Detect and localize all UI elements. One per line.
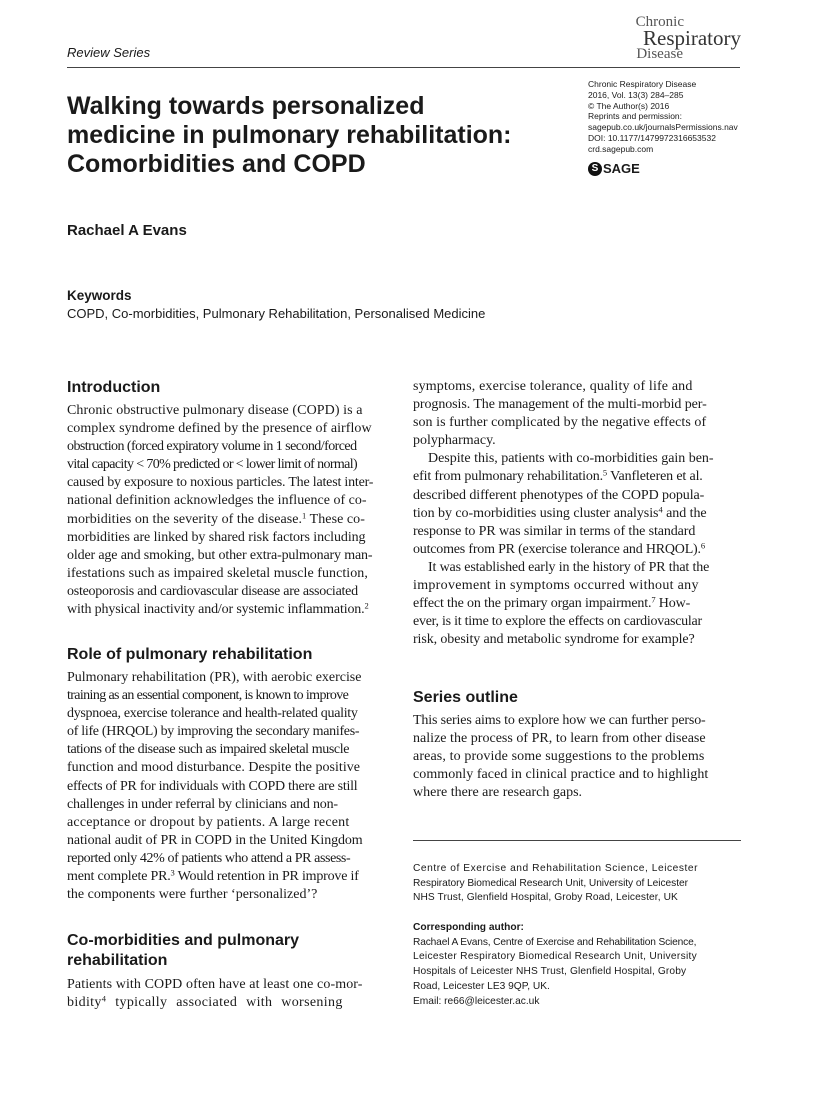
text-line: the components were further ‘personalized’?	[67, 887, 318, 903]
citation-ref[interactable]: 6	[700, 540, 705, 551]
text-segment: How-	[655, 596, 691, 612]
sage-logo-text: SAGE	[603, 161, 640, 176]
series-outline-body	[413, 712, 708, 802]
introduction-body	[67, 402, 373, 619]
text-line: Patients with COPD often have at least one co-mor-	[67, 977, 363, 992]
text-line: symptoms, exercise tolerance, quality of life and	[413, 379, 693, 394]
citation-ref[interactable]: 2	[364, 600, 369, 611]
text-segment: typically associated with worsening	[106, 995, 343, 1011]
affiliation-line: Respiratory Biomedical Research Unit, University of Leicester	[413, 877, 688, 889]
affiliation-line: NHS Trust, Glenfield Hospital, Groby Road, Leicester, UK	[413, 892, 678, 904]
journal-logo-line1: Chronic	[635, 14, 684, 30]
citation-ref[interactable]: 5	[602, 467, 608, 478]
article-title	[67, 92, 537, 179]
text-line: It was established early in the history of PR that the	[428, 559, 710, 575]
text-line: This series aims to explore how we can further perso-	[413, 713, 706, 728]
text-line: dyspnoea, exercise tolerance and health-related quality	[67, 706, 358, 722]
text-line	[413, 595, 714, 613]
text-line: training as an essential component, is known to improve	[67, 688, 349, 704]
text-line: Chronic obstructive pulmonary disease (COPD) is a	[67, 403, 363, 418]
text-line: polypharmacy.	[413, 433, 496, 449]
text-line: of life (HRQOL) by improving the secondary manifes-	[67, 724, 360, 740]
text-line: vital capacity < 70% predicted or < lower limit of normal)	[67, 457, 358, 473]
text-segment: and the	[662, 505, 707, 521]
text-line: risk, obesity and metabolic syndrome for example?	[413, 632, 695, 648]
citation-ref[interactable]: 4	[101, 993, 107, 1004]
text-line: ever, is it time to explore the effects on cardiovascular	[413, 614, 702, 630]
text-line: challenges in under referral by clinicians and non-	[67, 796, 338, 812]
text-segment: morbidities on the severity of the disease.	[67, 511, 303, 527]
publication-info	[588, 79, 788, 155]
text-line: obstruction (forced expiratory volume in 1 second/forced	[67, 439, 357, 455]
text-segment: tion by co-morbidities using cluster analysis	[413, 505, 659, 521]
text-line: caused by exposure to noxious particles. The latest inter-	[67, 475, 374, 491]
corresponding-author-line: Road, Leicester LE3 9QP, UK.	[413, 980, 550, 992]
text-line: effects of PR for individuals with COPD there are still	[67, 778, 358, 794]
affiliation-line: Centre of Exercise and Rehabilitation Science, Leicester	[413, 863, 699, 874]
keywords-list: COPD, Co-morbidities, Pulmonary Rehabilitation, Personalised Medicine	[67, 306, 486, 321]
text-line: improvement in symptoms occurred without any	[413, 578, 699, 594]
sage-logo	[588, 161, 640, 176]
role-body	[67, 669, 363, 904]
text-line: acceptance or dropout by patients. A large recent	[67, 814, 350, 830]
text-line	[67, 601, 373, 619]
title-line: Comorbidities and COPD	[67, 150, 366, 178]
text-line: national definition acknowledges the influence of co-	[67, 493, 367, 509]
text-segment: These co-	[306, 511, 365, 527]
permissions-link[interactable]: sagepub.co.uk/journalsPermissions.nav	[588, 122, 738, 133]
citation-ref[interactable]: 3	[170, 867, 175, 878]
text-segment: Vanfleteren et al.	[607, 469, 703, 485]
section-heading-series-outline: Series outline	[413, 689, 518, 706]
text-line: Despite this, patients with co-morbidities gain ben-	[428, 451, 714, 467]
affiliation-divider	[413, 840, 741, 841]
text-segment: outcomes from PR (exercise tolerance and HRQOL).	[413, 541, 701, 557]
text-line: osteoporosis and cardiovascular disease are associated	[67, 583, 358, 599]
text-line	[413, 468, 714, 486]
citation-ref[interactable]: 7	[651, 594, 656, 605]
text-line	[67, 868, 363, 886]
section-heading-introduction: Introduction	[67, 379, 161, 396]
keywords-heading: Keywords	[67, 288, 132, 303]
text-segment: with physical inactivity and/or systemic inflammation.	[67, 602, 365, 618]
text-line: function and mood disturbance. Despite the positive	[67, 760, 361, 776]
corresponding-author-email[interactable]: Email: re66@leicester.ac.uk	[413, 995, 540, 1007]
journal-name: Chronic Respiratory Disease	[588, 79, 697, 89]
text-line: prognosis. The management of the multi-morbid per-	[413, 397, 707, 413]
section-heading-comorbidities	[67, 931, 299, 971]
text-line: where there are research gaps.	[413, 785, 583, 801]
text-segment: efit from pulmonary rehabilitation.	[413, 469, 603, 485]
text-line: tations of the disease such as impaired skeletal muscle	[67, 742, 350, 758]
text-line: older age and smoking, but other extra-pulmonary man-	[67, 547, 373, 563]
journal-url-link[interactable]: crd.sagepub.com	[588, 143, 654, 154]
journal-logo-line3: Disease	[636, 46, 683, 62]
text-line: Pulmonary rehabilitation (PR), with aerobic exercise	[67, 670, 362, 685]
text-line: son is further complicated by the negative effects of	[413, 415, 707, 431]
corresponding-author-block	[413, 921, 697, 1009]
heading-line: rehabilitation	[67, 952, 168, 969]
journal-logo	[612, 14, 747, 66]
comorbidities-body-continued	[413, 378, 714, 649]
corresponding-author-line: Leicester Respiratory Biomedical Research Unit, University	[413, 951, 698, 963]
text-line: morbidities are linked by shared risk factors including	[67, 529, 366, 545]
title-line: Walking towards personalized	[67, 92, 425, 120]
text-line: reported only 42% of patients who attend a PR assess-	[67, 850, 351, 866]
corresponding-author-line: Hospitals of Leicester NHS Trust, Glenfield Hospital, Groby	[413, 966, 687, 978]
author-name: Rachael A Evans	[67, 222, 187, 239]
series-label: Review Series	[67, 45, 151, 60]
header-divider	[67, 67, 740, 68]
sage-icon: S	[588, 162, 602, 176]
comorbidities-body	[67, 976, 363, 1012]
text-line: response to PR was similar in terms of the standard	[413, 523, 696, 539]
text-segment: effect the on the primary organ impairment.	[413, 596, 652, 612]
citation-ref[interactable]: 1	[302, 509, 307, 520]
text-line: areas, to provide some suggestions to the problems	[413, 749, 705, 765]
section-heading-role: Role of pulmonary rehabilitation	[67, 646, 313, 663]
text-line	[413, 505, 714, 523]
journal-logo-line2: Respiratory	[643, 26, 741, 50]
text-line: national audit of PR in COPD in the United Kingdom	[67, 832, 363, 848]
copyright: © The Author(s) 2016	[588, 100, 670, 111]
corresponding-author-line: Rachael A Evans, Centre of Exercise and Rehabilitation Science,	[413, 936, 697, 948]
volume-info: 2016, Vol. 13(3) 284–285	[588, 89, 684, 100]
text-line	[413, 541, 714, 559]
text-line: ifestations such as impaired skeletal muscle function,	[67, 565, 368, 581]
reprints-label: Reprints and permission:	[588, 111, 683, 122]
text-line: complex syndrome defined by the presence of airflow	[67, 421, 372, 437]
affiliation-block	[413, 862, 698, 906]
text-line	[67, 994, 363, 1012]
heading-line: Co-morbidities and pulmonary	[67, 932, 300, 949]
title-line: medicine in pulmonary rehabilitation:	[67, 121, 512, 149]
corresponding-author-heading: Corresponding author:	[413, 922, 524, 933]
text-line: nalize the process of PR, to learn from other disease	[413, 731, 706, 747]
text-line: described different phenotypes of the COPD popula-	[413, 487, 705, 503]
text-line: commonly faced in clinical practice and to highlight	[413, 767, 709, 783]
doi-link[interactable]: DOI: 10.1177/1479972316653532	[588, 132, 716, 143]
text-segment: Would retention in PR improve if	[174, 869, 359, 885]
citation-ref[interactable]: 4	[658, 503, 663, 514]
text-line	[67, 511, 373, 529]
text-segment: bidity	[67, 995, 102, 1011]
text-segment: ment complete PR.	[67, 869, 171, 885]
